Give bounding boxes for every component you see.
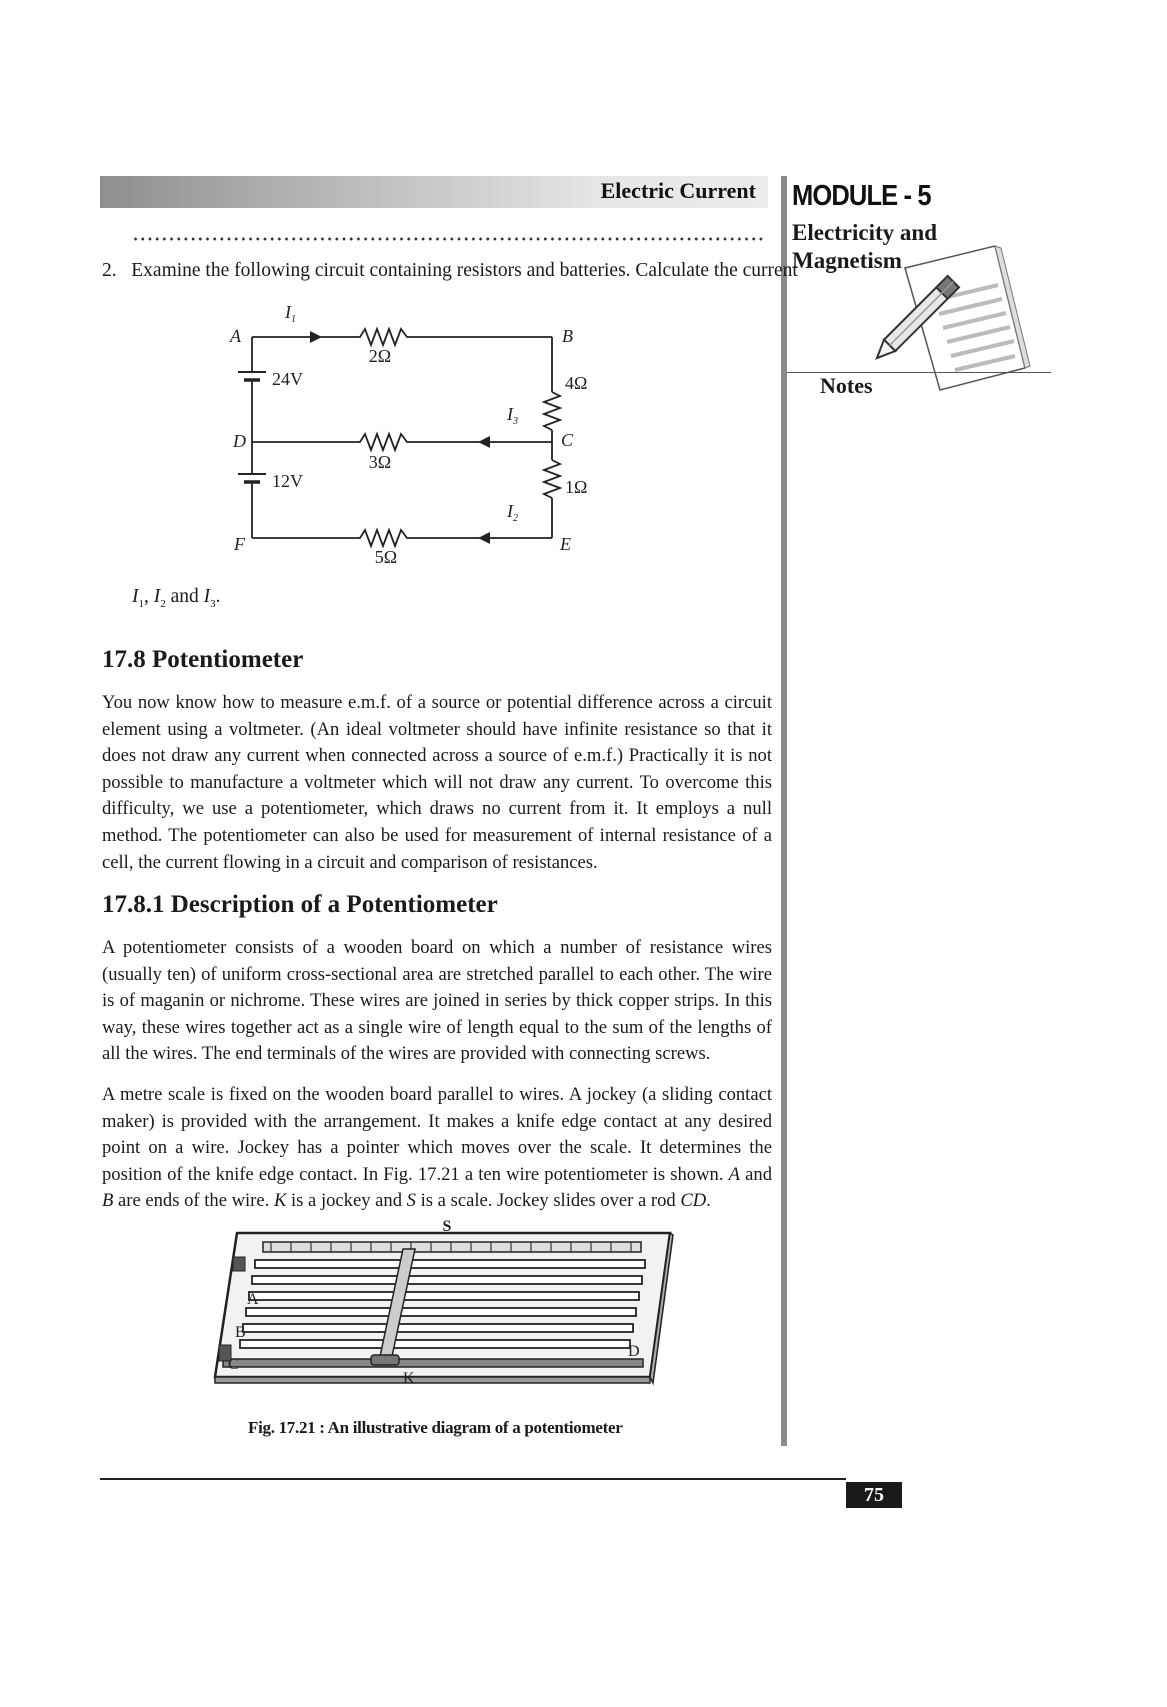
node-b-label: B [562, 326, 573, 346]
resistor-4-ohm-label: 4Ω [565, 373, 588, 393]
question-text: Examine the following circuit containing resistors and batteries. Calculate the current [131, 260, 798, 281]
node-c-label: C [561, 430, 574, 450]
battery-12v-label: 12V [272, 471, 303, 491]
section-17-8-heading: 17.8 Potentiometer [102, 646, 304, 673]
subject-line-1: Electricity and [792, 220, 937, 245]
module-label: MODULE - 5 [792, 180, 931, 212]
page-number: 75 [846, 1482, 902, 1508]
rod-c-label: C [228, 1356, 239, 1373]
current-i2-label: $I_2$ [507, 501, 518, 524]
resistor-5-ohm-label: 5Ω [374, 547, 398, 567]
current-i3-label: $I_3$ [507, 404, 518, 427]
node-f-label: F [234, 534, 245, 554]
margin-divider [781, 176, 787, 1446]
resistor-1-ohm-label: 1Ω [565, 477, 588, 497]
section-17-8-paragraph: You now know how to measure e.m.f. of a source or potential difference across a circuit element using a voltmeter. (An ideal voltmeter should have infinite resistance so that it does not draw any current when connected across a source of e.m.f.) Practically it is not possible to manufacture a voltmeter which will not draw any current. To overcome this difficulty, we use a potentiometer, which draws no current from it. It employs a null method. The potentiometer can also be used for measurement of internal resistance of a cell, the current flowing in a circuit and comparison of resistances. [102, 692, 772, 873]
notes-pencil-icon [865, 240, 1055, 400]
chapter-title: Electric Current [600, 178, 756, 203]
resistor-2-ohm-label: 2Ω [368, 346, 392, 366]
dotted-separator [132, 236, 766, 246]
resistor-3-ohm-label: 3Ω [368, 452, 392, 472]
question-number: 2. [102, 260, 117, 281]
footer-rule [100, 1478, 846, 1480]
rod-d-label: D [628, 1343, 640, 1360]
section-17-8-1-paragraph-2: A metre scale is fixed on the wooden board parallel to wires. A jockey (a sliding contact maker) is provided with the arrangement. It makes a knife edge contact at any desired point on a wire. Jockey has a pointer which moves over the scale. It determines the position of the knife edge contact. In Fig. 17.21 a ten wire potentiometer is shown. A and B are ends of the wire. K is a jockey and S is a scale. Jockey slides over a rod CD. [102, 1084, 772, 1212]
node-a-label: A [230, 326, 241, 346]
section-17-8-1-heading: 17.8.1 Description of a Potentiometer [102, 891, 498, 918]
circuit-diagram [220, 300, 620, 570]
end-b-label: B [235, 1324, 246, 1341]
jockey-k-label: K [403, 1370, 415, 1387]
potentiometer-figure [205, 1205, 675, 1390]
end-a-label: A [247, 1291, 259, 1308]
node-d-label: D [233, 431, 246, 451]
node-e-label: E [560, 534, 571, 554]
battery-24v-label: 24V [272, 369, 303, 389]
current-i1-label: $I_1$ [285, 302, 296, 325]
section-17-8-1-paragraph-1: A potentiometer consists of a wooden board on which a number of resistance wires (usually ten) of uniform cross-sectional area are stretched parallel to each other. The wire is of maganin or nichrome. These wires are joined in series by thick copper strips. In this way, these wires together act as a single wire of length equal to the sum of the lengths of all the wires. The end terminals of the wires are provided with connecting screws. [102, 937, 772, 1065]
header-bar [100, 176, 768, 208]
scale-s-label: S [442, 1218, 452, 1235]
question-2 [102, 260, 798, 282]
figure-caption: Fig. 17.21 : An illustrative diagram of a potentiometer [248, 1418, 623, 1437]
notes-label: Notes [820, 373, 873, 398]
subject-line-2: Magnetism [792, 248, 902, 273]
question-answer-variables: $I_1$, $I_2$ and $I_3$. [132, 586, 221, 610]
